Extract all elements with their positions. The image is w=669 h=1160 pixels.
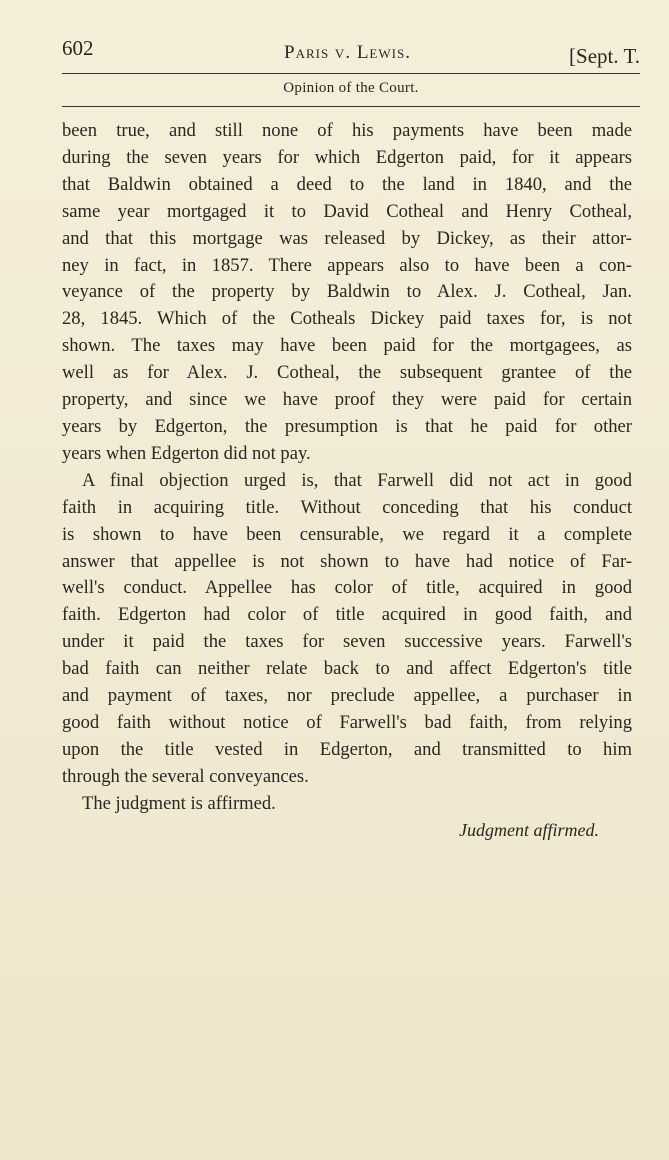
opinion-body xyxy=(62,118,632,818)
page-number: 602 xyxy=(62,36,94,60)
paragraph-end-line: through the several conveyances. xyxy=(62,765,309,787)
text-line: and that this mortgage was released by Dickey, as their attor- xyxy=(62,227,632,249)
paragraph-start-line: A final objection urged is, that Farwell did not act in good xyxy=(82,469,632,491)
text-line: is shown to have been censurable, we regard it a complete xyxy=(62,523,632,545)
text-line: veyance of the property by Baldwin to Alex. J. Cotheal, Jan. xyxy=(62,281,632,303)
text-line: that Baldwin obtained a deed to the land in 1840, and the xyxy=(62,173,632,195)
case-title: Paris v. Lewis. xyxy=(284,42,411,63)
section-heading: Opinion of the Court. xyxy=(283,80,419,96)
text-line: and payment of taxes, nor preclude appellee, a purchaser in xyxy=(62,685,632,707)
text-line: answer that appellee is not shown to have had notice of Far- xyxy=(62,550,632,572)
text-line: bad faith can neither relate back to and affect Edgerton's title xyxy=(62,658,632,680)
header-rule-bottom xyxy=(62,106,640,107)
text-line: ney in fact, in 1857. There appears also to have been a con- xyxy=(62,254,632,276)
text-line: well's conduct. Appellee has color of title, acquired in good xyxy=(62,577,632,599)
text-line: good faith without notice of Farwell's bad faith, from relying xyxy=(62,711,632,733)
text-line: faith in acquiring title. Without conceding that his conduct xyxy=(62,496,632,518)
text-line: property, and since we have proof they were paid for certain xyxy=(62,389,632,411)
text-line: same year mortgaged it to David Cotheal and Henry Cotheal, xyxy=(62,200,632,222)
text-line: shown. The taxes may have been paid for the mortgagees, as xyxy=(62,335,632,357)
text-line: years by Edgerton, the presumption is that he paid for other xyxy=(62,415,632,437)
paragraph-end-line: years when Edgerton did not pay. xyxy=(62,442,311,464)
text-line: faith. Edgerton had color of title acquired in good faith, and xyxy=(62,604,632,626)
text-line: 28, 1845. Which of the Cotheals Dickey paid taxes for, is not xyxy=(62,308,632,330)
running-head xyxy=(62,36,640,70)
text-line: been true, and still none of his payments have been made xyxy=(62,120,632,141)
text-line: during the seven years for which Edgerton paid, for it appears xyxy=(62,146,632,168)
text-line: under it paid the taxes for seven successive years. Farwell's xyxy=(62,631,632,653)
header-rule-top xyxy=(62,73,640,74)
judgment-affirmed-note: Judgment affirmed. xyxy=(459,820,599,840)
text-line: well as for Alex. J. Cotheal, the subsequent grantee of the xyxy=(62,362,632,384)
judgment-line: The judgment is affirmed. xyxy=(82,792,276,814)
text-line: upon the title vested in Edgerton, and transmitted to him xyxy=(62,738,632,760)
term-label: [Sept. T. xyxy=(569,44,640,68)
